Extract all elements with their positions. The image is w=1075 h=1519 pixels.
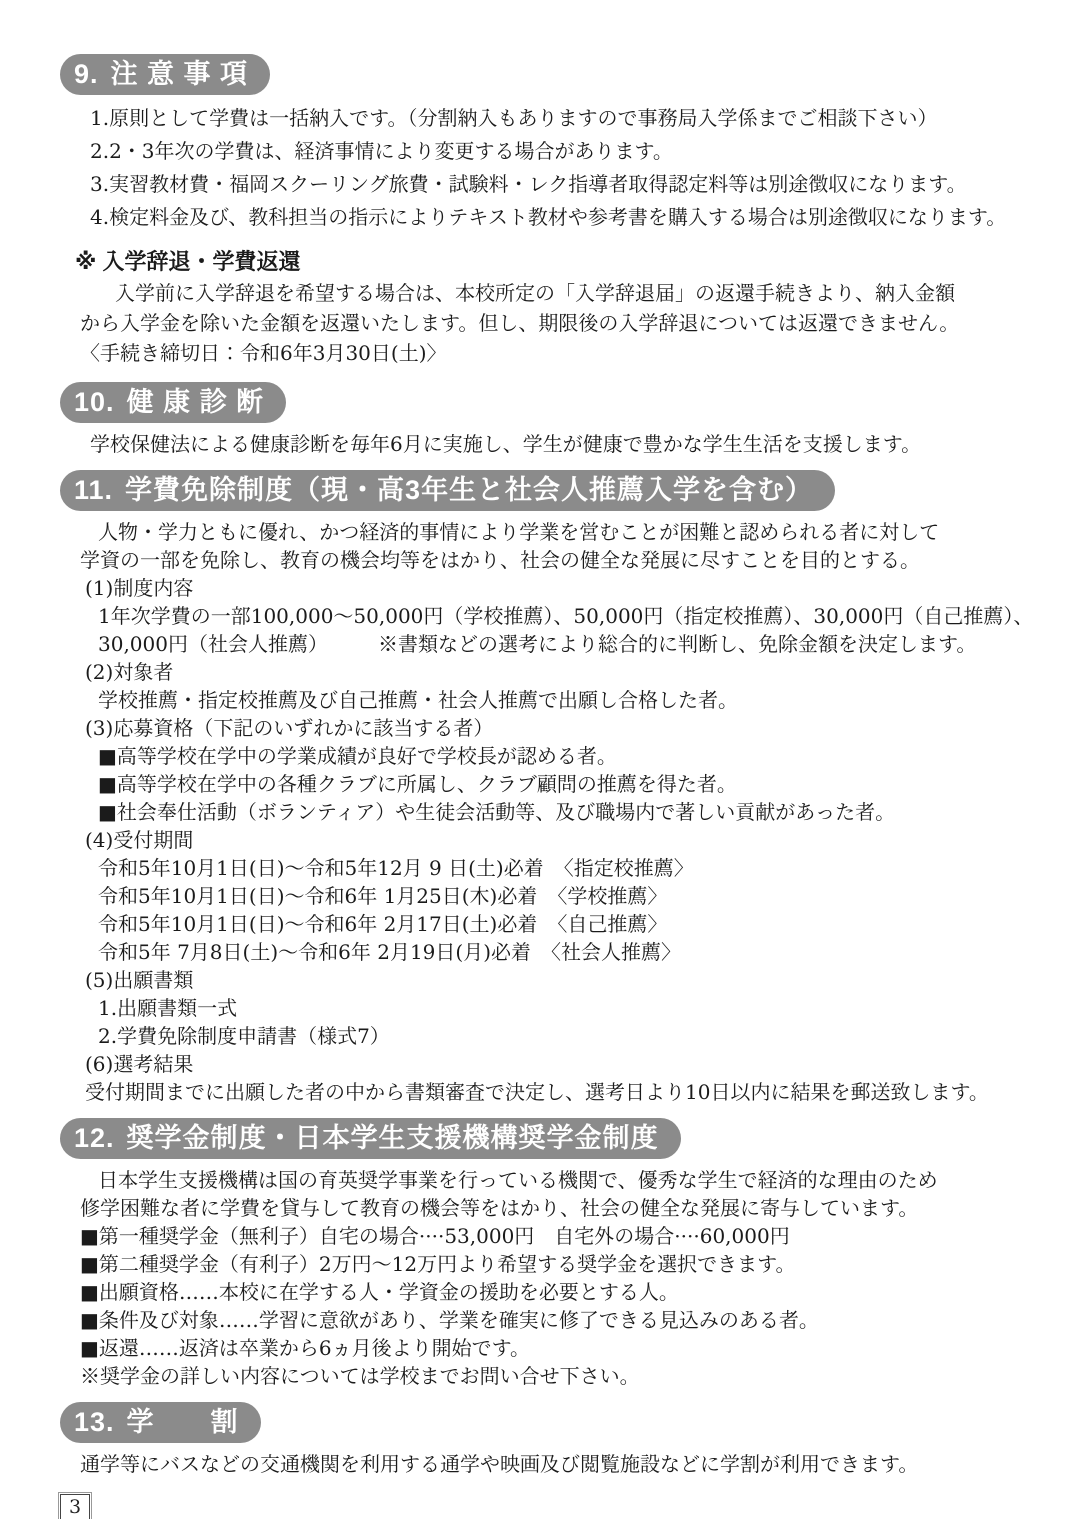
- section-9-notes: [60, 54, 1037, 234]
- scholarship-intro-2: 修学困難な者に学費を貸与して教育の機会等をはかり、社会の健全な発展に寄与しています。: [80, 1196, 919, 1220]
- refund-line-1: 入学前に入学辞退を希望する場合は、本校所定の「入学辞退届」の返還手続きより、納入金額: [115, 281, 955, 305]
- notes-item-4: 4.検定料金及び、教科担当の指示によりテキスト教材や参考書を購入する場合は別途徴収になります。: [90, 205, 1007, 229]
- section-10-heading: [60, 382, 286, 423]
- scholarship-eligibility: ■出願資格……本校に在学する人・学資金の援助を必要とする人。: [80, 1280, 679, 1304]
- health-check-body: 学校保健法による健康診断を毎年6月に実施し、学生が健康で豊かな学生生活を支援します。: [90, 432, 922, 456]
- application-period-1: 令和5年10月1日(日)～令和5年12月 9 日(土)必着 〈指定校推薦〉: [98, 856, 694, 880]
- page-footer: [60, 1494, 1037, 1519]
- section-13-number: 13.: [74, 1407, 115, 1437]
- notes-item-3: 3.実習教材費・福岡スクーリング旅費・試験料・レク指導者取得認定料等は別途徴収になります。: [90, 172, 967, 196]
- exemption-item-1-line-2: 30,000円（社会人推薦） ※書類などの選考により総合的に判断し、免除金額を決定します。: [98, 632, 977, 656]
- scholarship-intro-1: 日本学生支援機構は国の育英奨学事業を行っている機関で、優秀な学生で経済的な理由のため: [98, 1168, 938, 1192]
- page-number: 3: [60, 1494, 90, 1519]
- section-13-heading: [60, 1402, 261, 1443]
- exemption-item-3-head: (3)応募資格（下記のいずれかに該当する者）: [85, 716, 494, 740]
- section-12-scholarship: [60, 1118, 1037, 1390]
- application-docs-2: 2.学費免除制度申請書（様式7）: [98, 1024, 390, 1048]
- section-10-health-check: [60, 382, 1037, 458]
- application-period-3: 令和5年10月1日(日)～令和6年 2月17日(土)必着 〈自己推薦〉: [98, 912, 668, 936]
- section-10-number: 10.: [74, 387, 115, 417]
- application-docs-1: 1.出願書類一式: [98, 996, 238, 1020]
- exemption-item-2-head: (2)対象者: [85, 660, 174, 684]
- application-period-4: 令和5年 7月8日(土)～令和6年 2月19日(月)必着 〈社会人推薦〉: [98, 940, 681, 964]
- refund-heading: ※ 入学辞退・学費返還: [75, 249, 301, 274]
- exemption-item-1-head: (1)制度内容: [85, 576, 194, 600]
- exemption-item-2-line: 学校推薦・指定校推薦及び自己推薦・社会人推薦で出願し合格した者。: [98, 688, 738, 712]
- section-9-heading: [60, 54, 270, 95]
- exemption-item-4-head: (4)受付期間: [85, 828, 194, 852]
- section-12-title: 奨学金制度・日本学生支援機構奨学金制度: [126, 1123, 659, 1153]
- section-11-number: 11.: [74, 475, 114, 505]
- scholarship-type-2: ■第二種奨学金（有利子）2万円～12万円より希望する奨学金を選択できます。: [80, 1252, 796, 1276]
- application-period-2: 令和5年10月1日(日)～令和6年 1月25日(木)必着 〈学校推薦〉: [98, 884, 668, 908]
- notes-item-2: 2.2・3年次の学費は、経済事情により変更する場合があります。: [90, 139, 673, 163]
- exemption-item-6-head: (6)選考結果: [85, 1052, 194, 1076]
- selection-result-line: 受付期間までに出願した者の中から書類審査で決定し、選考日より10日以内に結果を郵送致します。: [85, 1080, 989, 1104]
- exemption-item-1-line-1: 1年次学費の一部100,000～50,000円（学校推薦）、50,000円（指定校推薦）、30,000円（自己推薦）、: [98, 604, 1034, 628]
- exemption-eligibility-3: ■社会奉仕活動（ボランティア）や生徒会活動等、及び職場内で著しい貢献があった者。: [98, 800, 896, 824]
- section-9-title: 注 意 事 項: [110, 59, 249, 89]
- scholarship-inquiry-note: ※奨学金の詳しい内容については学校までお問い合せ下さい。: [80, 1364, 640, 1388]
- refund-note: [60, 246, 1037, 368]
- scholarship-type-1: ■第一種奨学金（無利子）自宅の場合····53,000円 自宅外の場合····60,000円: [80, 1224, 790, 1248]
- notes-item-1: 1.原則として学費は一括納入です。（分割納入もありますので事務局入学係までご相談下さい）: [90, 106, 938, 130]
- section-12-heading: [60, 1118, 681, 1159]
- exemption-item-5-head: (5)出願書類: [85, 968, 194, 992]
- exemption-intro-2: 学資の一部を免除し、教育の機会均等をはかり、社会の健全な発展に尽すことを目的とする。: [80, 548, 920, 572]
- exemption-intro-1: 人物・学力ともに優れ、かつ経済的事情により学業を営むことが困難と認められる者に対して: [98, 520, 940, 544]
- student-discount-body: 通学等にバスなどの交通機関を利用する通学や映画及び閲覧施設などに学割が利用できます。: [80, 1452, 919, 1476]
- exemption-eligibility-1: ■高等学校在学中の学業成績が良好で学校長が認める者。: [98, 744, 617, 768]
- scholarship-repayment: ■返還……返済は卒業から6ヵ月後より開始です。: [80, 1336, 531, 1360]
- refund-line-2: から入学金を除いた金額を返還いたします。但し、期限後の入学辞退については返還できません。: [80, 311, 960, 335]
- scholarship-conditions: ■条件及び対象……学習に意欲があり、学業を確実に修了できる見込みのある者。: [80, 1308, 819, 1332]
- section-10-title: 健 康 診 断: [126, 387, 265, 417]
- section-11-tuition-exemption: [60, 470, 1037, 1106]
- section-13-student-discount: [60, 1402, 1037, 1478]
- section-12-number: 12.: [74, 1123, 115, 1153]
- section-11-title: 学費免除制度（現・高3年生と社会人推薦入学を含む）: [125, 475, 814, 505]
- refund-deadline: 〈手続き締切日：令和6年3月30日(土)〉: [80, 341, 447, 365]
- section-9-number: 9.: [74, 59, 99, 89]
- section-11-heading: [60, 470, 835, 511]
- section-13-title: 学 割: [126, 1407, 239, 1437]
- exemption-eligibility-2: ■高等学校在学中の各種クラブに所属し、クラブ顧問の推薦を得た者。: [98, 772, 737, 796]
